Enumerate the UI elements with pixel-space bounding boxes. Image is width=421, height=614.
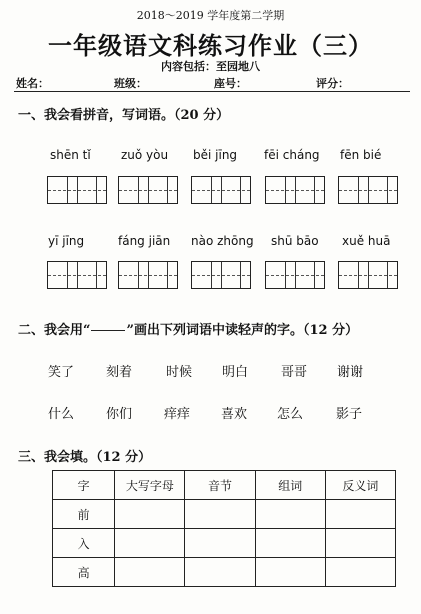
section2-title-end: ”画出下列词语中读轻声的字。（12 分） xyxy=(126,323,359,338)
pinyin: yī jīng xyxy=(48,234,85,248)
page-title: 一年级语文科练习作业（三） xyxy=(48,31,373,60)
column-header: 字 xyxy=(53,471,115,500)
column-header: 音节 xyxy=(185,471,255,500)
word[interactable]: 什么 xyxy=(48,407,75,422)
writing-box[interactable] xyxy=(338,176,398,204)
answer-cell[interactable] xyxy=(185,558,255,587)
word[interactable]: 刻着 xyxy=(106,365,133,380)
pinyin-row-2 xyxy=(0,234,421,250)
answer-cell[interactable] xyxy=(255,500,325,529)
answer-cell[interactable] xyxy=(115,500,185,529)
section2-title xyxy=(18,319,358,338)
answer-cell[interactable] xyxy=(185,500,255,529)
word[interactable]: 时候 xyxy=(166,365,193,380)
pinyin: xuě huā xyxy=(342,234,391,248)
seat-label: 座号： xyxy=(214,77,247,90)
score-label: 评分： xyxy=(316,77,349,90)
word[interactable]: 哥哥 xyxy=(281,365,308,380)
writing-box[interactable] xyxy=(191,261,251,289)
section1-title: 一、我会看拼音，写词语。（20 分） xyxy=(18,108,230,123)
student-info-row xyxy=(16,75,411,91)
writing-box[interactable] xyxy=(265,176,325,204)
pinyin: fēi cháng xyxy=(264,148,320,162)
underline-blank xyxy=(91,330,125,331)
section3-title: 三、我会填。（12 分） xyxy=(18,450,152,465)
content-scope: 内容包括：至园地八 xyxy=(161,60,260,73)
writing-box[interactable] xyxy=(338,261,398,289)
section2-title-start: 二、我会用“ xyxy=(18,323,91,338)
school-year: 2018～2019 学年度第二学期 xyxy=(136,9,285,22)
word[interactable]: 痒痒 xyxy=(164,407,191,422)
answer-cell[interactable] xyxy=(115,558,185,587)
class-label: 班级： xyxy=(114,77,147,90)
pinyin: fēn bié xyxy=(340,148,382,162)
pinyin-row-1 xyxy=(0,148,421,164)
word[interactable]: 笑了 xyxy=(48,365,75,380)
pinyin: shū bāo xyxy=(271,234,319,248)
word[interactable]: 喜欢 xyxy=(221,407,248,422)
answer-cell[interactable] xyxy=(325,529,395,558)
pinyin: nào zhōng xyxy=(191,234,254,248)
table-row xyxy=(53,500,396,529)
pinyin: zuǒ yòu xyxy=(121,148,169,162)
writing-box[interactable] xyxy=(265,261,325,289)
word[interactable]: 怎么 xyxy=(277,407,304,422)
table-header-row xyxy=(53,471,396,500)
column-header: 大写字母 xyxy=(115,471,185,500)
row-character: 高 xyxy=(53,558,115,587)
word[interactable]: 谢谢 xyxy=(337,365,364,380)
writing-box[interactable] xyxy=(118,261,178,289)
writing-box[interactable] xyxy=(191,176,251,204)
name-label: 姓名： xyxy=(16,77,49,90)
answer-cell[interactable] xyxy=(325,558,395,587)
writing-box[interactable] xyxy=(47,176,107,204)
answer-cell[interactable] xyxy=(255,558,325,587)
word[interactable]: 影子 xyxy=(336,407,363,422)
word[interactable]: 明白 xyxy=(222,365,249,380)
table-row xyxy=(53,529,396,558)
info-underline xyxy=(14,91,410,92)
pinyin: běi jīng xyxy=(193,148,238,162)
pinyin: shēn tǐ xyxy=(50,148,91,162)
column-header: 组词 xyxy=(255,471,325,500)
word[interactable]: 你们 xyxy=(106,407,133,422)
table-row xyxy=(53,558,396,587)
answer-cell[interactable] xyxy=(325,500,395,529)
answer-cell[interactable] xyxy=(185,529,255,558)
pinyin: fáng jiān xyxy=(118,234,171,248)
fill-table xyxy=(52,470,396,587)
column-header: 反义词 xyxy=(325,471,395,500)
writing-box[interactable] xyxy=(118,176,178,204)
writing-box[interactable] xyxy=(47,261,107,289)
row-character: 入 xyxy=(53,529,115,558)
row-character: 前 xyxy=(53,500,115,529)
answer-cell[interactable] xyxy=(115,529,185,558)
answer-cell[interactable] xyxy=(255,529,325,558)
